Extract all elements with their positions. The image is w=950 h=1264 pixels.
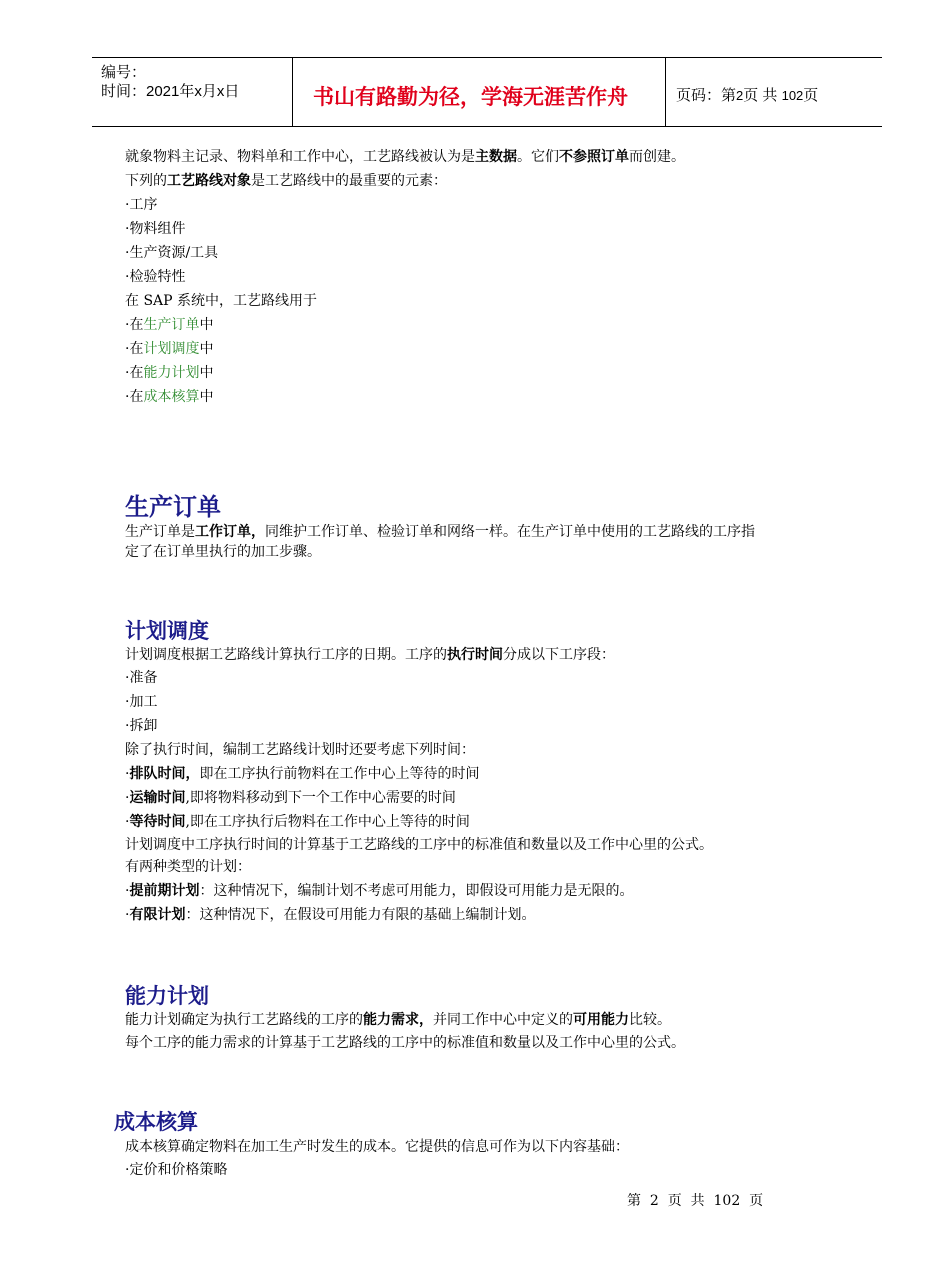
link-capacity-planning[interactable]: 能力计划 bbox=[143, 365, 200, 381]
list-item: ·检验特性 bbox=[125, 269, 186, 285]
scheduling-paragraph: 计划调度根据工艺路线计算执行工序的日期。工序的执行时间分成以下工序段： bbox=[125, 647, 615, 663]
list-item: ·准备 bbox=[125, 670, 158, 686]
list-item: ·拆卸 bbox=[125, 718, 158, 734]
intro-paragraph: 就象物料主记录、物料单和工作中心，工艺路线被认为是主数据。它们不参照订单而创建。 bbox=[125, 149, 685, 165]
list-item: ·等待时间,即在工序执行后物料在工作中心上等待的时间 bbox=[125, 814, 470, 830]
list-item: ·物料组件 bbox=[125, 221, 186, 237]
list-item: ·工序 bbox=[125, 197, 158, 213]
header-motto-cell bbox=[293, 58, 666, 126]
header-page-number: 页码：第2页 共 102页 bbox=[676, 87, 819, 104]
scheduling-calc-paragraph: 计划调度中工序执行时间的计算基于工艺路线的工序中的标准值和数量以及工作中心里的公式。 bbox=[125, 837, 713, 853]
list-item: ·加工 bbox=[125, 694, 158, 710]
list-item: ·排队时间，即在工序执行前物料在工作中心上等待的时间 bbox=[125, 766, 480, 782]
list-item: ·生产资源/工具 bbox=[125, 245, 219, 261]
list-item: ·在成本核算中 bbox=[125, 389, 214, 405]
list-item: ·在生产订单中 bbox=[125, 317, 214, 333]
header-page-cell bbox=[666, 58, 882, 126]
list-item: ·提前期计划：这种情况下，编制计划不考虑可用能力，即假设可用能力是无限的。 bbox=[125, 883, 634, 899]
page-footer: 第 2 页 共 102 页 bbox=[627, 1193, 764, 1209]
scheduling-times-intro: 除了执行时间，编制工艺路线计划时还要考虑下列时间： bbox=[125, 742, 475, 758]
sap-usage-line: 在 SAP 系统中，工艺路线用于 bbox=[125, 293, 318, 309]
list-item: ·有限计划：这种情况下，在假设可用能力有限的基础上编制计划。 bbox=[125, 907, 536, 923]
header-info-cell bbox=[92, 58, 293, 126]
document-number-label: 编号： bbox=[101, 64, 147, 81]
section-heading-costing: 成本核算 bbox=[114, 1110, 198, 1134]
list-item: ·在计划调度中 bbox=[125, 341, 214, 357]
list-item: ·运输时间,即将物料移动到下一个工作中心需要的时间 bbox=[125, 790, 456, 806]
section-heading-scheduling: 计划调度 bbox=[125, 619, 209, 643]
production-order-paragraph: 生产订单是工作订单，同维护工作订单、检验订单和网络一样。在生产订单中使用的工艺路线的工序指 bbox=[125, 524, 755, 540]
routing-objects-intro: 下列的工艺路线对象是工艺路线中的最重要的元素： bbox=[125, 173, 447, 189]
scheduling-types-intro: 有两种类型的计划： bbox=[125, 859, 251, 875]
capacity-paragraph: 能力计划确定为执行工艺路线的工序的能力需求，并同工作中心中定义的可用能力比较。 bbox=[125, 1012, 671, 1028]
production-order-paragraph-cont: 定了在订单里执行的加工步骤。 bbox=[125, 544, 321, 560]
link-production-order[interactable]: 生产订单 bbox=[143, 317, 200, 333]
section-heading-production-order: 生产订单 bbox=[125, 493, 221, 521]
header-motto: 书山有路勤为径，学海无涯苦作舟 bbox=[313, 85, 628, 109]
link-scheduling[interactable]: 计划调度 bbox=[143, 341, 200, 357]
list-item: ·在能力计划中 bbox=[125, 365, 214, 381]
costing-paragraph: 成本核算确定物料在加工生产时发生的成本。它提供的信息可作为以下内容基础： bbox=[125, 1139, 629, 1155]
capacity-calc-paragraph: 每个工序的能力需求的计算基于工艺路线的工序中的标准值和数量以及工作中心里的公式。 bbox=[125, 1035, 685, 1051]
link-costing[interactable]: 成本核算 bbox=[143, 389, 200, 405]
list-item: ·定价和价格策略 bbox=[125, 1162, 228, 1178]
document-date: 时间：2021年x月x日 bbox=[101, 83, 240, 100]
page-header bbox=[92, 57, 882, 127]
section-heading-capacity-planning: 能力计划 bbox=[125, 984, 209, 1008]
